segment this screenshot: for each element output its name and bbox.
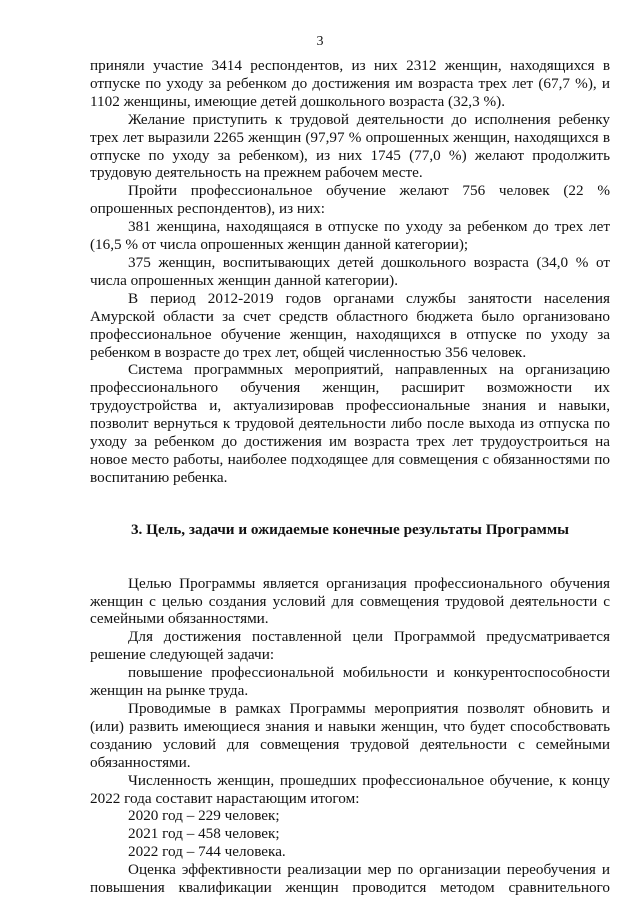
paragraph: 2021 год – 458 человек;	[128, 825, 280, 843]
paragraphs-bottom	[90, 575, 610, 897]
paragraph: Численность женщин, прошедших профессиональное обучение, к концу 2022 года составит нарастающим итогом:	[90, 771, 610, 807]
paragraph: Система программных мероприятий, направленных на организацию профессионального обучения женщин, расширит возможности их трудоустройства и, актуализировав профессиональные знания и навыки, позволит вернуться к трудовой деятельности либо после выхода из отпуска по уходу за ребенком до достижения им возраста трех лет трудоустроиться на новое место работы, наиболее подходящее для совмещения с обязанностями по воспитанию ребенка.	[90, 361, 610, 486]
paragraph: В период 2012-2019 годов органами службы занятости населения Амурской области за счет средств областного бюджета было организовано профессиональное обучение женщин, находящихся в отпуске по уходу за ребенком в возрасте до трех лет, общей численностью 356 человек.	[90, 289, 610, 361]
paragraph: Целью Программы является организация профессионального обучения женщин с целью создания условий для совмещения трудовой деятельности с семейными обязанностями.	[90, 574, 610, 628]
paragraph: повышение профессиональной мобильности и конкурентоспособности женщин на рынке труда.	[90, 664, 610, 700]
paragraph: приняли участие 3414 респондентов, из них 2312 женщин, находящихся в отпуске по уходу за ребенком до достижения им возраста трех лет (67,7 %), и 1102 женщины, имеющие детей дошкольного возраста (32,3 %).	[90, 57, 610, 110]
paragraph: Пройти профессиональное обучение желают 756 человек (22 % опрошенных респондентов), из них:	[90, 182, 610, 218]
paragraph: 2020 год – 229 человек;	[128, 807, 280, 825]
paragraph: Оценка эффективности реализации мер по организации переобучения и повышения квалификации женщин проводится методом сравнительного	[90, 861, 610, 897]
paragraph: Для достижения поставленной цели Программой предусматривается решение следующей задачи:	[90, 628, 610, 664]
document-body	[90, 57, 610, 897]
section-heading: 3. Цель, задачи и ожидаемые конечные результаты Программы	[130, 520, 570, 538]
paragraphs-top	[90, 57, 610, 487]
page-number: 3	[316, 34, 324, 49]
paragraph: 381 женщина, находящаяся в отпуске по уходу за ребенком до трех лет (16,5 % от числа опрошенных женщин данной категории);	[90, 218, 610, 254]
paragraph: Желание приступить к трудовой деятельности до исполнения ребенку трех лет выразили 2265 женщин (97,97 % опрошенных женщин, находящихся в отпуске по уходу за ребенком), из них 1745 (77,0 %) желают продолжить трудовую деятельность на прежнем рабочем месте.	[90, 110, 610, 182]
paragraph: 375 женщин, воспитывающих детей дошкольного возраста (34,0 % от числа опрошенных женщин данной категории).	[90, 253, 610, 289]
paragraph: 2022 год – 744 человека.	[128, 843, 286, 861]
paragraph: Проводимые в рамках Программы мероприятия позволят обновить и (или) развить имеющиеся знания и навыки женщин, что будет способствовать созданию условий для совмещения трудовой деятельности с семейными обязанностями.	[90, 700, 610, 771]
